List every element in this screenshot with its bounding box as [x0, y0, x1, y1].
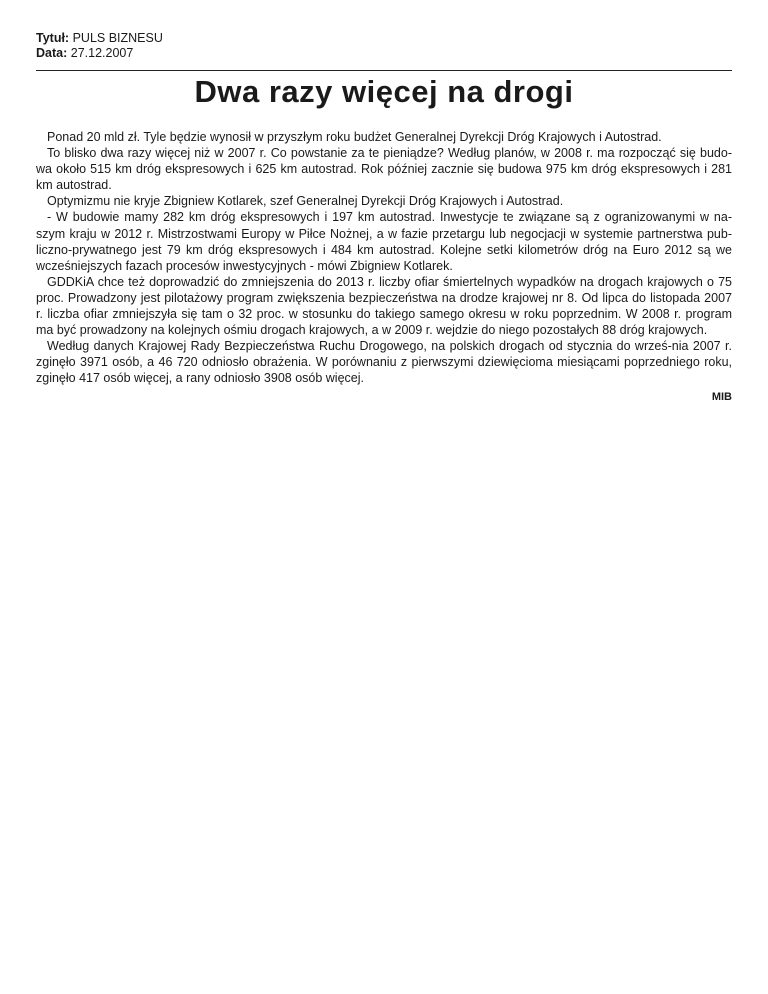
meta-title-line: [36, 31, 732, 46]
author-signature: MIB: [711, 390, 732, 403]
article-paragraph-4: - W budowie mamy 282 km dróg ekspresowych i 197 km autostrad. Inwestycje te związane są z ogranizowanymi w na-szym kraju w 2012 r. Mistrzostwami Europy w Piłce Nożnej, a w fazie przetargu lub negocjacji w systemie partnerstwa pub-liczno-prywatnego jest 79 km dróg ekspresowych i 484 km autostrad. Kolejne setki kilometrów dróg na Euro 2012 są we wcześniejszych fazach procesów inwestycyjnych - mówi Zbigniew Kotlarek.: [36, 210, 732, 273]
article-paragraph-6: Według danych Krajowej Rady Bezpieczeństwa Ruchu Drogowego, na polskich drogach od stycznia do wrześ-nia 2007 r. zginęło 3971 osób, a 46 720 odniosło obrażenia. W porównaniu z pierwszymi dziewięcioma miesiącami poprzedniego roku, zginęło 417 osób więcej, a rany odniosło 3908 osób więcej.: [36, 339, 732, 386]
article-body: [36, 129, 732, 387]
meta-title-value: PULS BIZNESU: [72, 31, 163, 45]
article-paragraph-2: To blisko dwa razy więcej niż w 2007 r. Co powstanie za te pieniądze? Według planów, w 2008 r. ma rozpocząć się budo-wa około 515 km dróg ekspresowych i 625 km autostrad. Rok później zacznie się budowa 975 km dróg ekspresowych i 281 km autostrad.: [36, 146, 732, 193]
article-headline: Dwa razy więcej na drogi: [194, 74, 574, 109]
article-paragraph-5: GDDKiA chce też doprowadzić do zmniejszenia do 2013 r. liczby ofiar śmiertelnych wypadków na drogach krajowych o 75 proc. Prowadzony jest pilotażowy program zwiększenia bezpieczeństwa na drodze krajowej nr 8. Od lipca do listopada 2007 r. liczba ofiar zmniejszyła się tam o 32 proc. w stosunku do takiego samego okresu w roku poprzednim. W 2008 r. program ma być prowadzony na kolejnych ośmiu drogach krajowych, a w 2009 r. wejdzie do niego pozostałych 88 dróg krajowych.: [36, 274, 732, 338]
article-paragraph-1: Ponad 20 mld zł. Tyle będzie wynosił w przyszłym roku budżet Generalnej Dyrekcji Dróg Krajowych i Autostrad.: [47, 130, 662, 144]
document-page: [36, 31, 732, 404]
meta-date-label: Data:: [36, 46, 68, 60]
meta-title-label: Tytuł:: [36, 31, 70, 45]
article-paragraph-3: Optymizmu nie kryje Zbigniew Kotlarek, szef Generalnej Dyrekcji Dróg Krajowych i Autostrad.: [47, 194, 564, 209]
meta-date-value: 27.12.2007: [70, 46, 134, 60]
header-divider: [36, 70, 732, 71]
meta-date-line: [36, 46, 732, 61]
